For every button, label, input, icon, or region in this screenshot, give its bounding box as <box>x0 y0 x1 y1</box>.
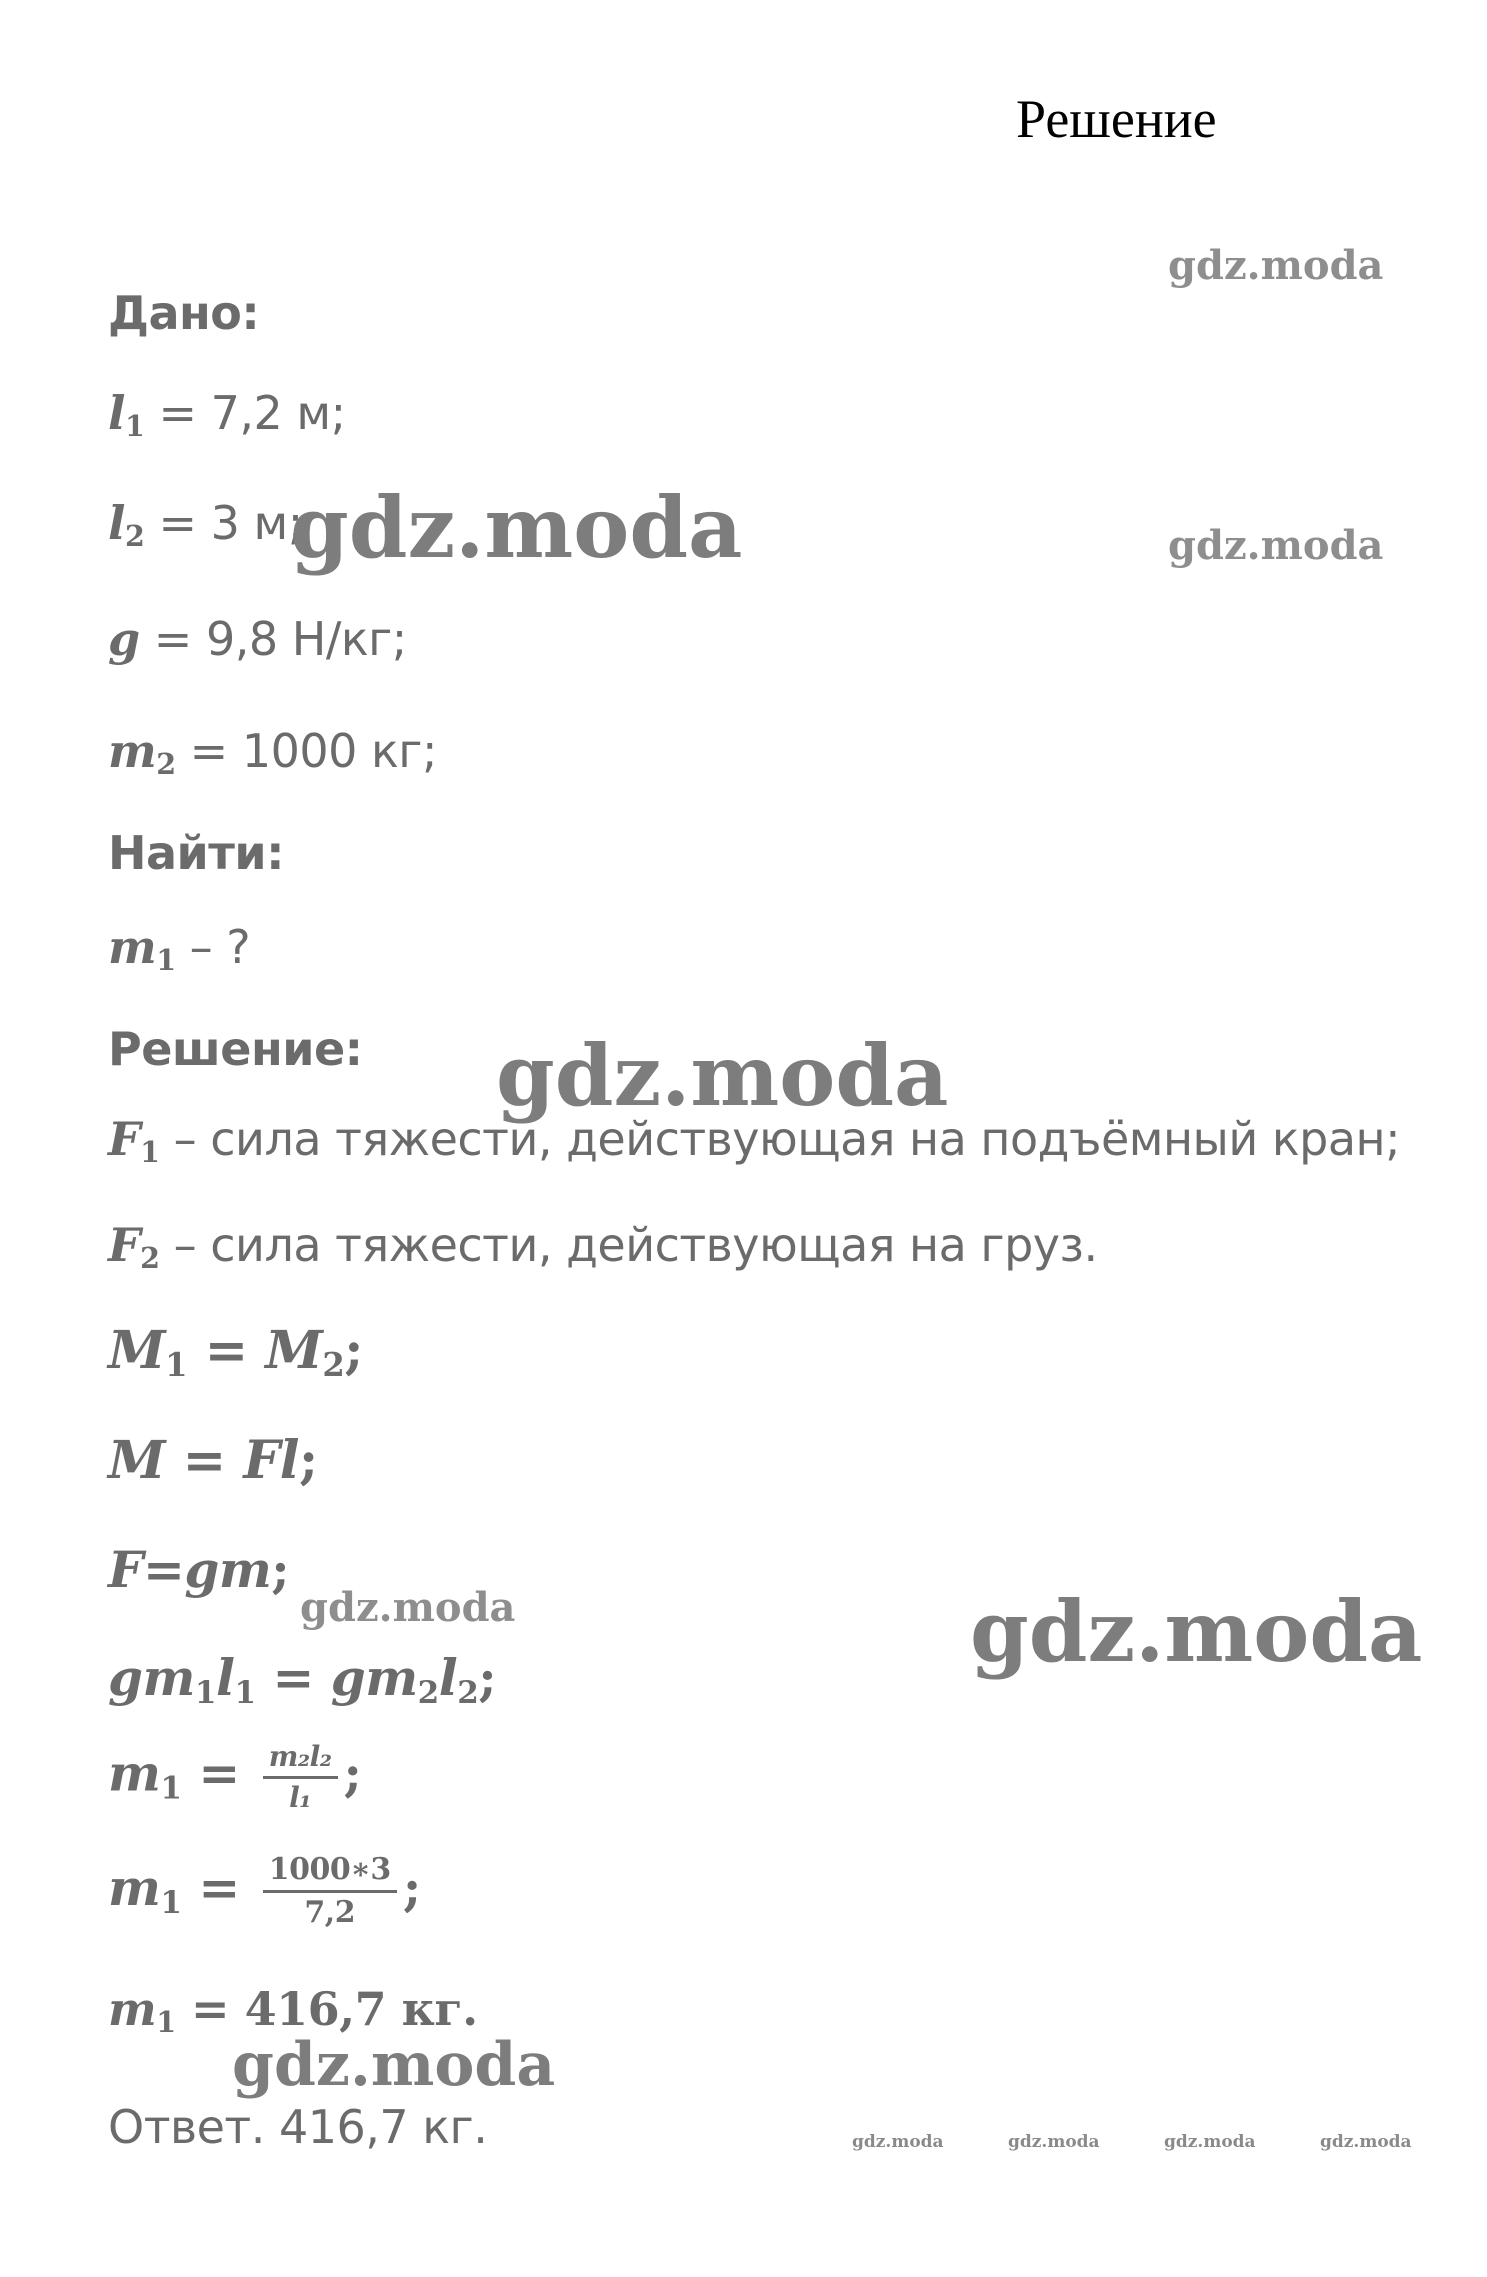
equation-m1-fraction: $m_1$ = $\frac{\text{m₂l₂}}{\text{l₁}}$ ; <box>108 1740 362 1814</box>
watermark: gdz.moda <box>1320 2132 1412 2152</box>
solution-f2: $F_2$ – сила тяжести, действующая на груз. <box>108 1218 1098 1276</box>
find-m1: $m_1$ – ? <box>108 920 251 978</box>
given-l1: $l_1 = 7,2$ м; <box>108 386 346 444</box>
watermark: gdz.moda <box>1168 242 1384 289</box>
watermark: gdz.moda <box>290 478 743 577</box>
watermark: gdz.moda <box>496 1026 949 1125</box>
given-m2: $m_2 = 1000$ кг; <box>108 724 437 782</box>
watermark: gdz.moda <box>852 2132 944 2152</box>
equation-moment-formula: M = Fl; <box>108 1430 318 1491</box>
given-g: g = 9,8 Н/кг; <box>108 612 407 666</box>
equation-moments-equal: $M_1 = M_2$; <box>108 1320 363 1385</box>
watermark: gdz.moda <box>1164 2132 1256 2152</box>
given-label: Дано: <box>108 286 260 340</box>
equation-m1-numeric: $m_1$ = $\frac{1000∗3}{7,2}$ ; <box>108 1852 421 1930</box>
fraction: $\frac{\text{m₂l₂}}{\text{l₁}}$ <box>263 1740 338 1814</box>
solution-label: Решение: <box>108 1022 363 1076</box>
find-label: Найти: <box>108 826 285 880</box>
solution-f1: $F_1$ – сила тяжести, действующая на подъёмный кран; <box>108 1112 1401 1170</box>
equation-moments-expanded: $gm_1l_1 = gm_2l_2$; <box>108 1648 497 1711</box>
watermark: gdz.moda <box>232 2030 556 2100</box>
page-title: Решение <box>1016 89 1217 149</box>
answer-line: Ответ. 416,7 кг. <box>108 2100 488 2154</box>
equation-force-formula: F=gm; <box>108 1540 290 1599</box>
result-line: $m_1 = 416,7$ кг. <box>108 1982 478 2040</box>
watermark: gdz.moda <box>1168 522 1384 569</box>
watermark: gdz.moda <box>1008 2132 1100 2152</box>
watermark: gdz.moda <box>970 1582 1423 1681</box>
watermark: gdz.moda <box>300 1584 516 1631</box>
fraction: $\frac{1000∗3}{7,2}$ <box>263 1852 397 1931</box>
given-l2: $l_2 = 3$ м; <box>108 496 303 554</box>
